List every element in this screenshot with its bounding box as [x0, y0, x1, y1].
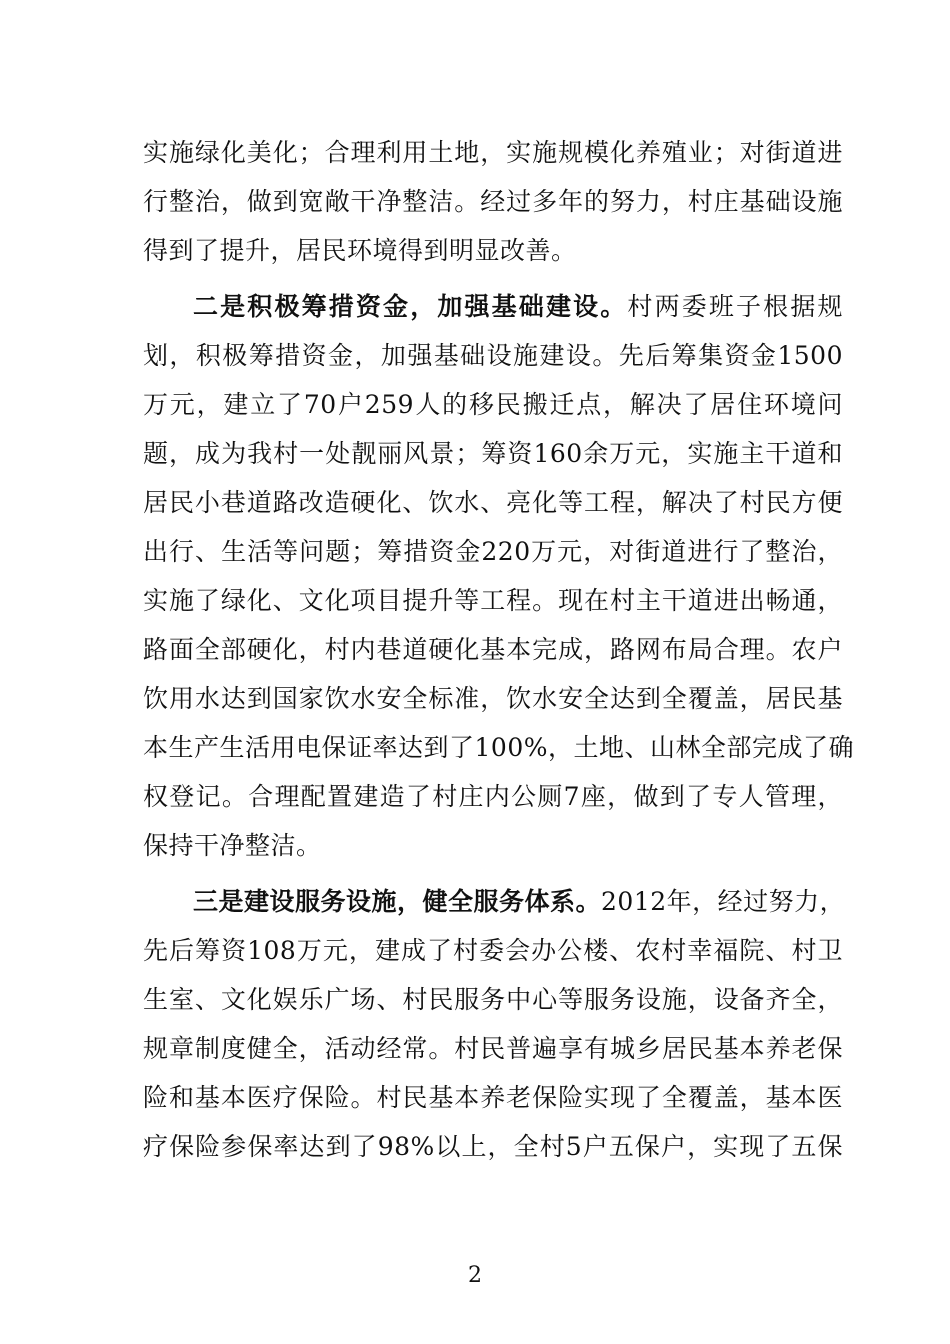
text-line: 万元，建立了70户259人的移民搬迁点，解决了居住环境问 — [143, 390, 843, 419]
section-heading: 二是积极筹措资金，加强基础建设。 — [193, 292, 628, 321]
text-run: 村两委班子根据规 — [627, 292, 843, 321]
text-line: 得到了提升，居民环境得到明显改善。 — [143, 236, 577, 265]
text-line: 本生产生活用电保证率达到了100%，土地、山林全部完成了确 — [143, 733, 854, 762]
text-line: 实施了绿化、文化项目提升等工程。现在村主干道进出畅通， — [143, 586, 843, 615]
text-line: 题，成为我村一处靓丽风景；筹资160余万元，实施主干道和 — [143, 439, 843, 468]
text-line: 保持干净整洁。 — [143, 831, 322, 860]
text-run: 2012年，经过努力， — [601, 887, 846, 916]
text-line: 先后筹资108万元，建成了村委会办公楼、农村幸福院、村卫 — [143, 936, 843, 965]
document-body — [143, 128, 854, 1171]
paragraph-first-line — [143, 877, 846, 926]
text-line: 饮用水达到国家饮水安全标准，饮水安全达到全覆盖，居民基 — [143, 684, 843, 713]
paragraph-first-line — [143, 282, 843, 331]
text-line: 疗保险参保率达到了98%以上，全村5户五保户，实现了五保 — [143, 1132, 843, 1161]
text-line: 路面全部硬化，村内巷道硬化基本完成，路网布局合理。农户 — [143, 635, 843, 664]
section-heading: 三是建设服务设施，健全服务体系。 — [193, 887, 602, 916]
text-line: 规章制度健全，活动经常。村民普遍享有城乡居民基本养老保 — [143, 1034, 843, 1063]
text-line: 出行、生活等问题；筹措资金220万元，对街道进行了整治， — [143, 537, 843, 566]
text-line: 划，积极筹措资金，加强基础设施建设。先后筹集资金1500 — [143, 341, 843, 370]
text-line: 权登记。合理配置建造了村庄内公厕7座，做到了专人管理， — [143, 782, 843, 811]
text-line: 行整治，做到宽敞干净整洁。经过多年的努力，村庄基础设施 — [143, 187, 843, 216]
text-line: 生室、文化娱乐广场、村民服务中心等服务设施，设备齐全， — [143, 985, 843, 1014]
text-line: 险和基本医疗保险。村民基本养老保险实现了全覆盖，基本医 — [143, 1083, 843, 1112]
text-line: 居民小巷道路改造硬化、饮水、亮化等工程，解决了村民方便 — [143, 488, 843, 517]
page-number: 2 — [468, 1263, 482, 1288]
text-line: 实施绿化美化；合理利用土地，实施规模化养殖业；对街道进 — [143, 138, 843, 167]
